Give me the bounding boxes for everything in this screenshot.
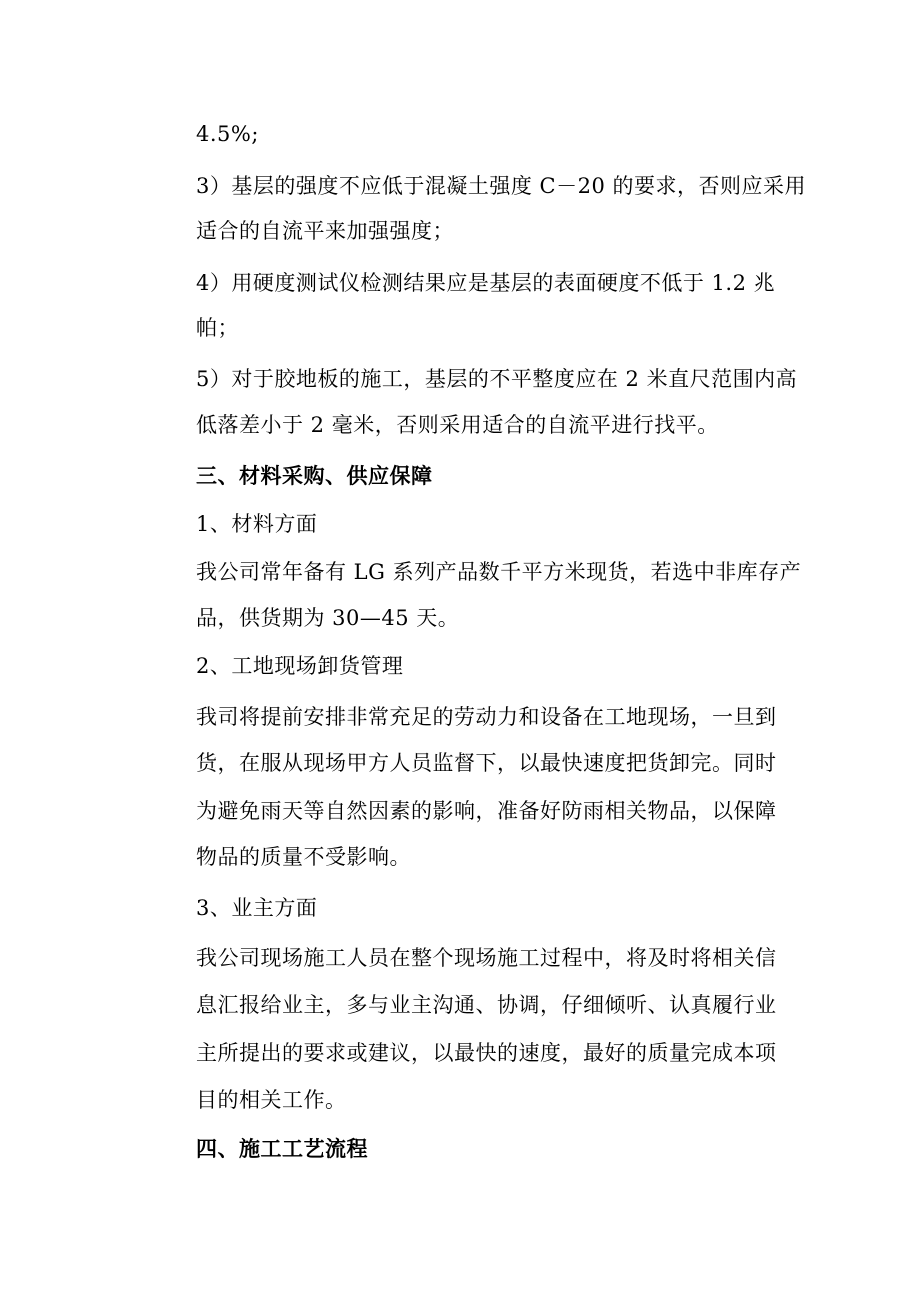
text-line-continuation: 4.5%; — [196, 122, 259, 146]
paragraph-unloading-line-3: 为避免雨天等自然因素的影响，准备好防雨相关物品，以保障 — [196, 799, 777, 823]
section-heading-3: 三、材料采购、供应保障 — [196, 463, 433, 488]
paragraph-unloading-line-4: 物品的质量不受影响。 — [196, 845, 411, 869]
list-item-3: 3）基层的强度不应低于混凝土强度 C－20 的要求，否则应采用 — [196, 174, 806, 198]
section-heading-4: 四、施工工艺流程 — [196, 1136, 368, 1161]
subheading-materials: 1、材料方面 — [196, 512, 318, 536]
list-item-4-cont: 帕； — [196, 316, 239, 340]
paragraph-materials-line-2: 品，供货期为 30—45 天。 — [196, 606, 460, 630]
list-item-5: 5）对于胶地板的施工，基层的不平整度应在 2 米直尺范围内高 — [196, 367, 798, 391]
paragraph-unloading-line-1: 我司将提前安排非常充足的劳动力和设备在工地现场，一旦到 — [196, 705, 777, 729]
list-item-4: 4）用硬度测试仪检测结果应是基层的表面硬度不低于 1.2 兆 — [196, 271, 776, 295]
paragraph-owner-line-3: 主所提出的要求或建议，以最快的速度，最好的质量完成本项 — [196, 1041, 777, 1065]
paragraph-unloading-line-2: 货，在服从现场甲方人员监督下，以最快速度把货卸完。同时 — [196, 751, 777, 775]
subheading-unloading: 2、工地现场卸货管理 — [196, 654, 404, 678]
list-item-3-cont: 适合的自流平来加强强度； — [196, 219, 454, 243]
paragraph-owner-line-1: 我公司现场施工人员在整个现场施工过程中，将及时将相关信 — [196, 946, 777, 970]
list-item-5-cont: 低落差小于 2 毫米，否则采用适合的自流平进行找平。 — [196, 413, 719, 437]
paragraph-owner-line-4: 目的相关工作。 — [196, 1088, 347, 1112]
paragraph-materials-line-1: 我公司常年备有 LG 系列产品数千平方米现货，若选中非库存产 — [196, 560, 802, 584]
subheading-owner: 3、业主方面 — [196, 896, 318, 920]
paragraph-owner-line-2: 息汇报给业主，多与业主沟通、协调，仔细倾听、认真履行业 — [196, 993, 777, 1017]
